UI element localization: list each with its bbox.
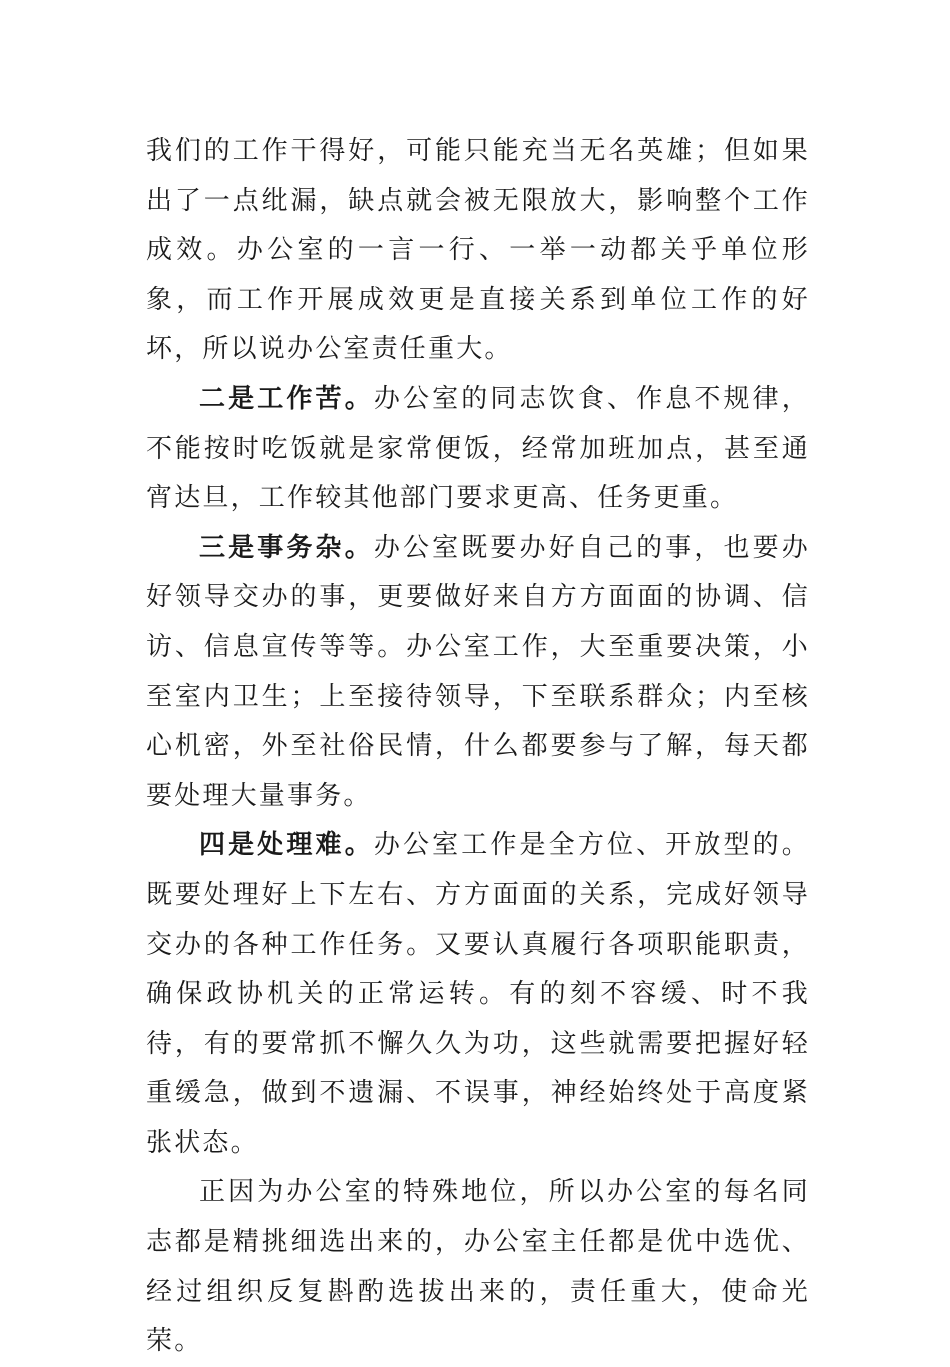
paragraph-continued [146,127,810,375]
paragraph-text: 办公室既要办好自己的事，也要办好领导交办的事，更要做好来自方方面面的协调、信访、信息宣传等等。办公室工作，大至重要决策，小至室内卫生；上至接待领导，下至联系群众；内至核心机密，外至社俗民情，什么都要参与了解，每天都要处理大量事务。 [146,532,810,811]
paragraph-text: 办公室工作是全方位、开放型的。既要处理好上下左右、方方面面的关系，完成好领导交办的各种工作任务。又要认真履行各项职能职责，确保政协机关的正常运转。有的刻不容缓、时不我待，有的要常抓不懈久久为功，这些就需要把握好轻重缓急，做到不遗漏、不误事，神经始终处于高度紧张状态。 [146,830,810,1158]
paragraph-affairs-complex [146,524,810,822]
paragraph-handling-difficult [146,821,810,1168]
document-body [146,127,810,1367]
paragraph-work-hard [146,375,810,524]
paragraph-conclusion [146,1168,810,1366]
paragraph-lead: 二是工作苦。 [199,383,374,414]
paragraph-text: 我们的工作干得好，可能只能充当无名英雄；但如果出了一点纰漏，缺点就会被无限放大，影响整个工作成效。办公室的一言一行、一举一动都关乎单位形象，而工作开展成效更是直接关系到单位工作的好坏，所以说办公室责任重大。 [146,136,810,365]
paragraph-text: 办公室的同志饮食、作息不规律，不能按时吃饭就是家常便饭，经常加班加点，甚至通宵达旦，工作较其他部门要求更高、任务更重。 [146,383,810,514]
paragraph-text: 正因为办公室的特殊地位，所以办公室的每名同志都是精挑细选出来的，办公室主任都是优中选优、经过组织反复斟酌选拔出来的，责任重大，使命光荣。 [146,1177,810,1357]
paragraph-lead: 三是事务杂。 [199,532,374,563]
paragraph-lead: 四是处理难。 [199,830,374,861]
